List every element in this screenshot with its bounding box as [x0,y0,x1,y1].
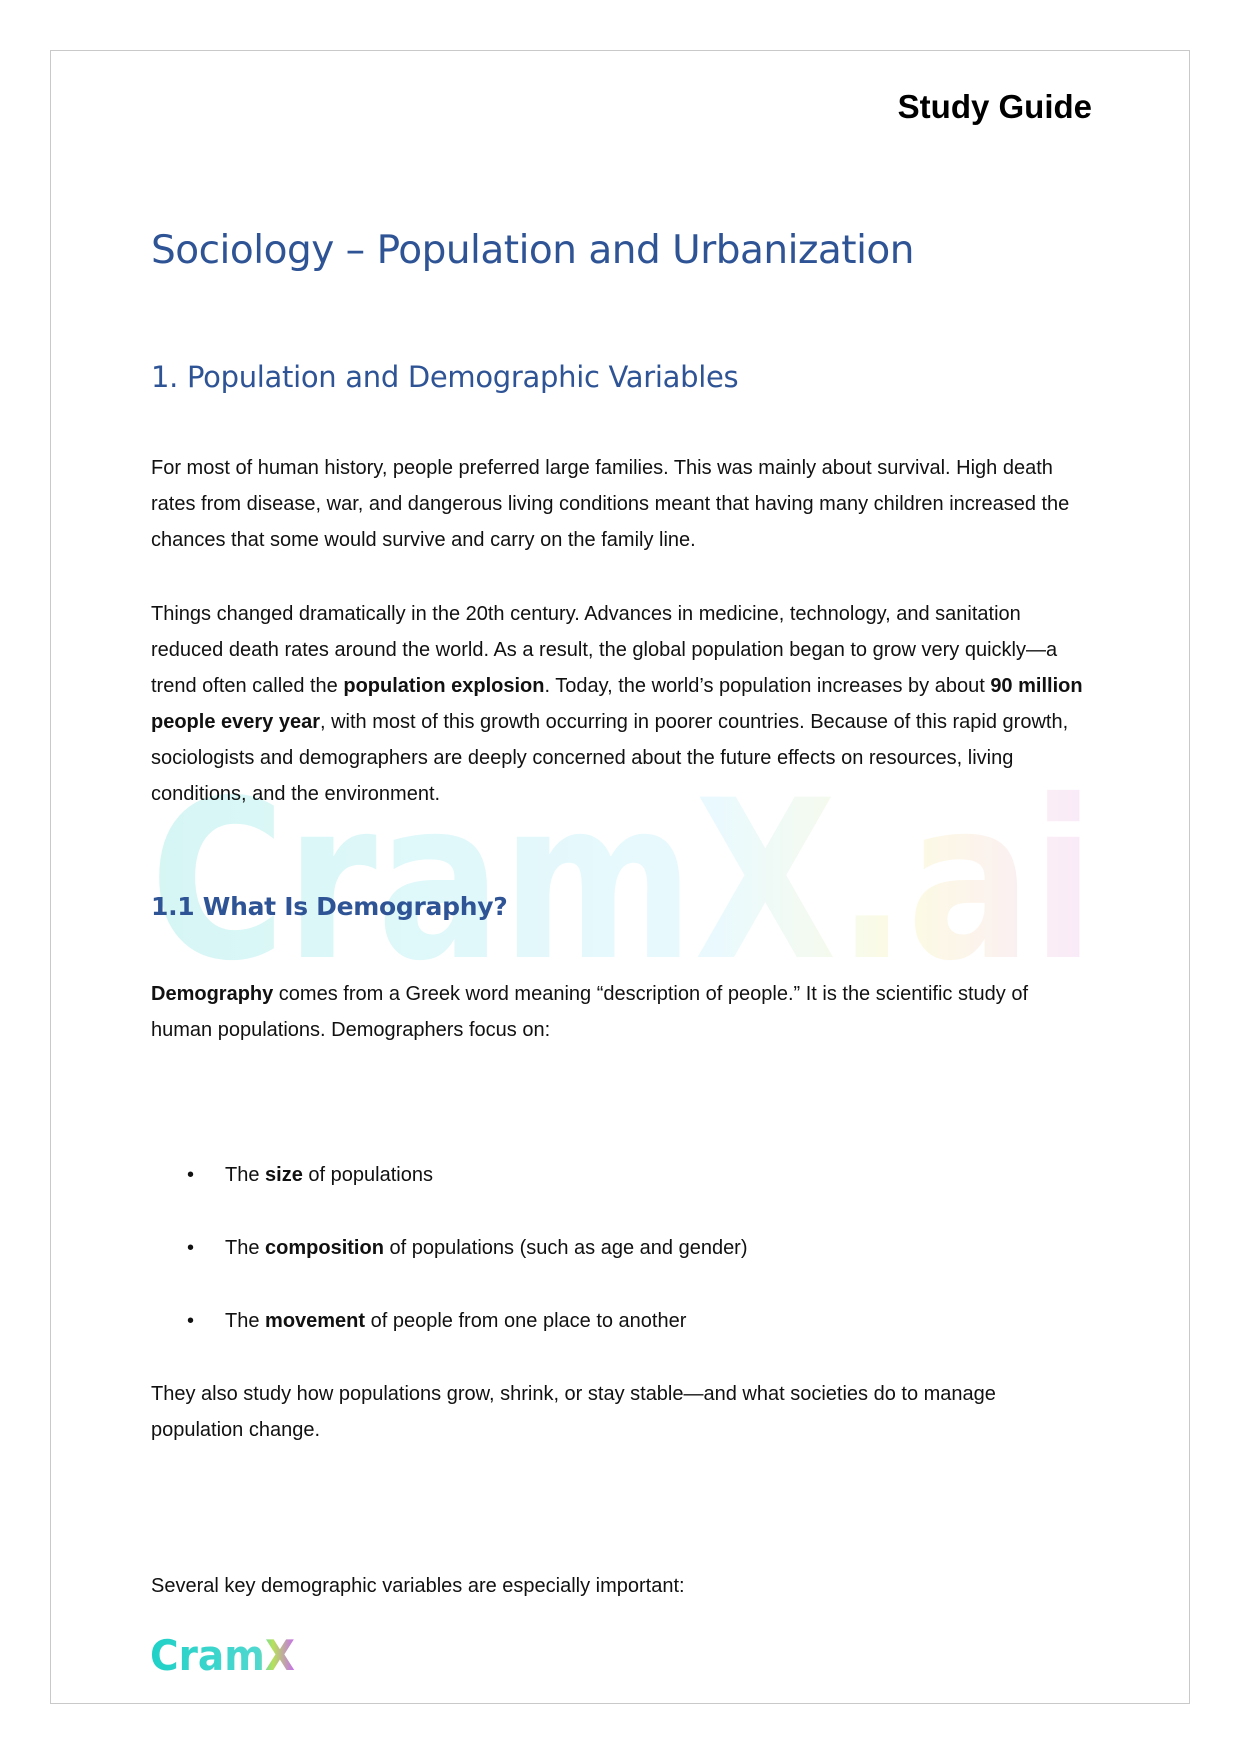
cramx-logo [150,1630,300,1680]
term-90-million: 90 million people every year [151,675,1083,733]
study-guide-label: Study Guide [897,88,1092,125]
page-frame [50,50,1190,1704]
paragraph-key-variables: Several key demographic variables are especially important: [151,1575,685,1597]
list-item: • The size of populations [187,1157,433,1193]
bullet-icon: • [187,1164,195,1186]
term-demography: Demography [151,983,274,1005]
logo-text: CramX [150,1631,295,1680]
paragraph-demography-definition: Demography comes from a Greek word meaning “description of people.” It is the scientific study of human populations. Demographers focus on: [151,983,1029,1041]
list-item: • The composition of populations (such as age and gender) [187,1230,748,1266]
bullet-icon: • [187,1310,195,1332]
paragraph-population-change: They also study how populations grow, shrink, or stay stable—and what societies do to manage population change. [151,1383,996,1441]
paragraph-population-explosion: Things changed dramatically in the 20th century. Advances in medicine, technology, and sanitation reduced death rates around the world. As a result, the global population began to grow very quickly—a trend often called the population explosion. Today, the world’s population increases by about 90 million people every year, with most of this growth occurring in poorer countries. Because of this rapid growth, sociologists and demographers are deeply concerned about the future effects on resources, living conditions, and the environment. [151,603,1083,805]
list-item: • The movement of people from one place to another [187,1303,686,1339]
section-heading-1-1: 1.1 What Is Demography? [151,892,508,921]
bullet-icon: • [187,1237,195,1259]
paragraph-large-families: For most of human history, people preferred large families. This was mainly about survival. High death rates from disease, war, and dangerous living conditions meant that having many children increased the chances that some would survive and carry on the family line. [151,457,1070,551]
term-population-explosion: population explosion [343,675,545,697]
document-title: Sociology – Population and Urbanization [151,228,915,273]
section-heading-1: 1. Population and Demographic Variables [151,360,739,394]
